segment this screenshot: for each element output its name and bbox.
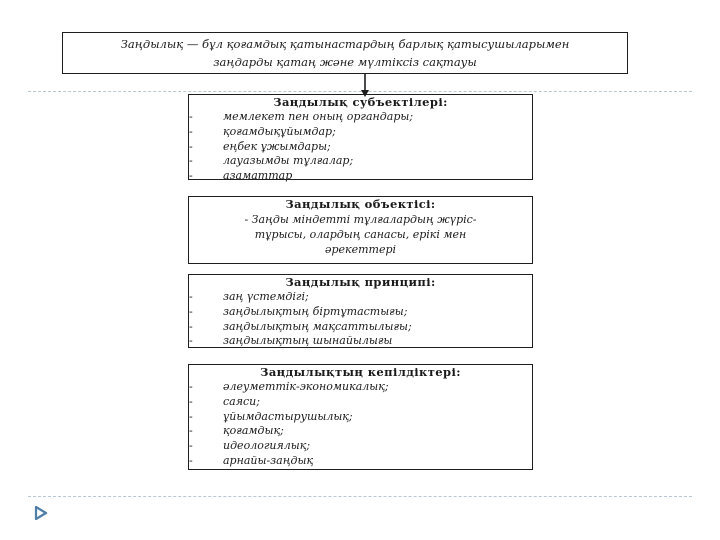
list-item: - заң үстемдігі; xyxy=(189,290,532,305)
list-item: - лауазымды тұлғалар; xyxy=(189,154,532,169)
definition-line-1: Заңдылық — бұл қоғамдық қатынастардың барлық қатысушыларымен xyxy=(120,37,570,51)
triangle-bullet-icon xyxy=(34,506,48,520)
object-line-2: тұрысы, олардың санасы, ерікі мен xyxy=(254,228,467,241)
definition-box xyxy=(62,32,628,74)
object-title: Заңдылық объектісі: xyxy=(285,197,436,211)
list-item: - заңдылықтың шынайылығы xyxy=(189,334,532,349)
list-item: - қоғамдықұйымдар; xyxy=(189,125,532,140)
dashed-divider-bottom xyxy=(28,496,692,497)
list-item: - идеологиялық; xyxy=(189,439,532,454)
list-item: - қоғамдық; xyxy=(189,424,532,439)
principle-box xyxy=(188,274,533,348)
list-item: - арнайы-заңдық xyxy=(189,454,532,469)
list-item: - заңдылықтың мақсаттылығы; xyxy=(189,320,532,335)
object-box xyxy=(188,196,533,264)
guarantees-list xyxy=(189,380,532,469)
list-item: - саяси; xyxy=(189,395,532,410)
object-line-3: әрекеттері xyxy=(324,243,397,256)
subjects-title: Заңдылық субъектілері: xyxy=(273,95,448,109)
definition-line-2: заңдарды қатаң және мүлтіксіз сақтауы xyxy=(213,55,477,69)
list-item: - азаматтар xyxy=(189,169,532,184)
subjects-box xyxy=(188,94,533,183)
list-item: - мемлекет пен оның органдары; xyxy=(189,110,532,125)
list-item: - еңбек ұжымдары; xyxy=(189,140,532,155)
subjects-list xyxy=(189,110,532,184)
list-item: - заңдылықтың біртұтастығы; xyxy=(189,305,532,320)
list-item: - ұйымдастырушылық; xyxy=(189,410,532,425)
list-item: - әлеуметтік-экономикалық; xyxy=(189,380,532,395)
guarantees-box xyxy=(188,364,533,470)
guarantees-title: Заңдылықтың кепілдіктері: xyxy=(260,365,461,379)
object-line-1: - Заңды міндетті тұлғалардың жүріс- xyxy=(244,213,477,226)
principle-list xyxy=(189,290,532,349)
principle-title: Заңдылық принципі: xyxy=(285,275,436,289)
